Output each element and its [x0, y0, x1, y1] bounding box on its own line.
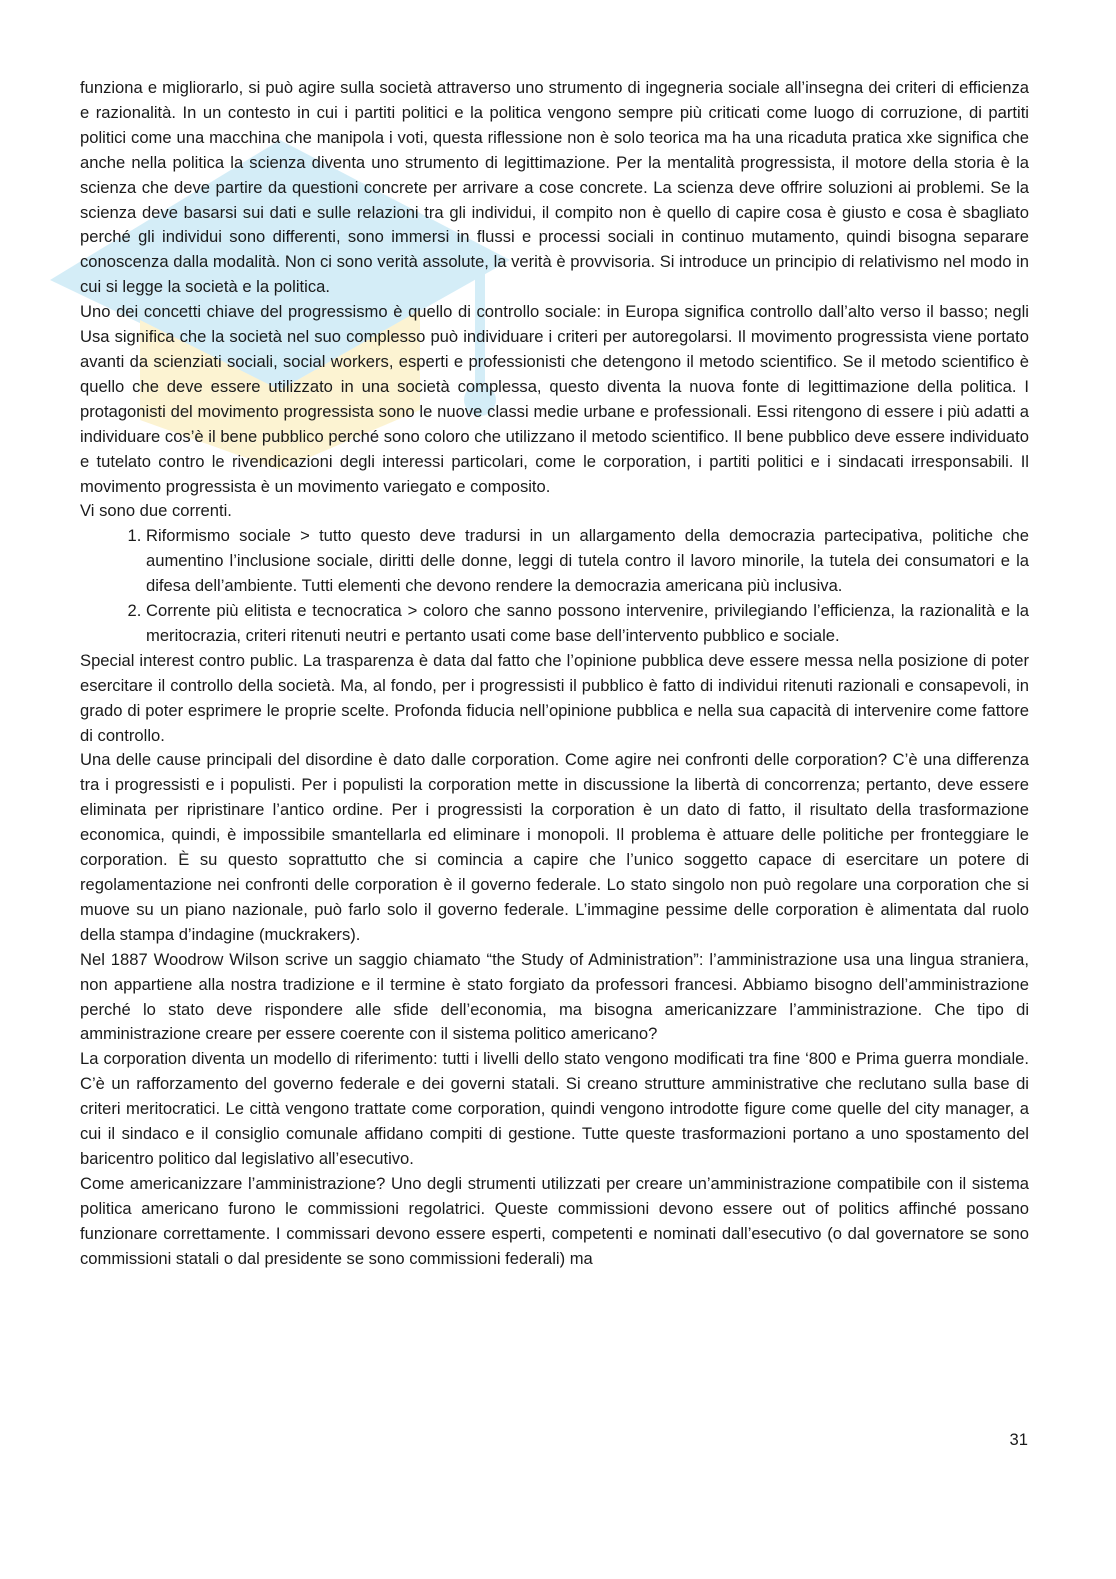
document-body: [80, 76, 1029, 1272]
paragraph: Una delle cause principali del disordine è dato dalle corporation. Come agire nei confronti delle corporation? C’è una differenza tra i progressisti e i populisti. Per i populisti la corporation mette in discussione la libertà di concorrenza; pertanto, deve essere eliminata per ripristinare l’antico ordine. Per i progressisti la corporation è un dato di fatto, il risultato della trasformazione economica, quindi, è impossibile smantellarla ed eliminare i monopoli. Il problema è attuare delle politiche per fronteggiare le corporation. È su questo soprattutto che si comincia a capire che l’unico soggetto capace di esercitare un potere di regolamentazione nei confronti delle corporation è il governo federale. Lo stato singolo non può regolare una corporation che si muove su un piano nazionale, può farlo solo il governo federale. L’immagine pessime delle corporation è alimentata dal ruolo della stampa d’indagine (muckrakers).: [80, 750, 1029, 944]
paragraph: Come americanizzare l’amministrazione? Uno degli strumenti utilizzati per creare un’amministrazione compatibile con il sistema politica americano furono le commissioni regolatrici. Queste commissioni devono essere out of politics affinché possano funzionare correttamente. I commissari devono essere esperti, competenti e nominati dall’esecutivo (o dal governatore se sono commissioni statali o dal presidente se sono commissioni federali) ma: [80, 1173, 1029, 1268]
paragraph: Special interest contro public. La trasparenza è data dal fatto che l’opinione pubblica deve essere messa nella posizione di poter esercitare il controllo della società. Ma, al fondo, per i progressisti il pubblico è fatto di individui ritenuti razionali e consapevoli, in grado di poter esprimere le proprie scelte. Profonda fiducia nell’opinione pubblica e nella sua capacità di intervenire come fattore di controllo.: [80, 650, 1029, 745]
paragraph: Nel 1887 Woodrow Wilson scrive un saggio chiamato “the Study of Administration”: l’amministrazione usa una lingua straniera, non appartiene alla nostra tradizione e il termine è stato forgiato da professori francesi. Abbiamo bisogno dell’amministrazione perché lo stato deve rispondere alle sfide dell’economia, ma bisogna americanizzare l’amministrazione. Che tipo di amministrazione creare per essere coerente con il sistema politico americano?: [80, 949, 1029, 1044]
list-item: 1. Riformismo sociale > tutto questo deve tradursi in un allargamento della democrazia partecipativa, politiche che aumentino l’inclusione sociale, diritti delle donne, leggi di tutela contro il lavoro minorile, la tutela dei consumatori e la difesa dell’ambiente. Tutti elementi che devono rendere la democrazia americana più inclusiva.: [146, 524, 1029, 599]
paragraph: Uno dei concetti chiave del progressismo è quello di controllo sociale: in Europa significa controllo dall’alto verso il basso; negli Usa significa che la società nel suo complesso può individuare i criteri per autoregolarsi. Il movimento progressista viene portato avanti da scienziati sociali, social workers, esperti e professionisti che detengono il metodo scientifico. Se il metodo scientifico è quello che deve essere utilizzato in una società complessa, questo diventa la nuova fonte di legittimazione della politica. I protagonisti del movimento progressista sono le nuove classi medie urbane e professionali. Essi ritengono di essere i più adatti a individuare cos’è il bene pubblico perché sono coloro che utilizzano il metodo scientifico. Il bene pubblico deve essere individuato e tutelato contro le rivendicazioni degli interessi particolari, come le corporation, i partiti politici e i sindacati irresponsabili. Il movimento progressista è un movimento variegato e composito.: [80, 302, 1029, 496]
page-number: 31: [1009, 1430, 1028, 1449]
paragraph: Vi sono due correnti.: [80, 501, 232, 521]
paragraph: La corporation diventa un modello di riferimento: tutti i livelli dello stato vengono modificati tra fine ‘800 e Prima guerra mondiale. C’è un rafforzamento del governo federale e dei governi statali. Si creano strutture amministrative che reclutano sulla base di criteri meritocratici. Le città vengono trattate come corporation, quindi vengono introdotte figure come quelle del city manager, a cui il sindaco e il consiglio comunale affidano compiti di gestione. Tutte queste trasformazioni portano a uno spostamento del baricentro politico dal legislativo all’esecutivo.: [80, 1049, 1029, 1168]
paragraph: funziona e migliorarlo, si può agire sulla società attraverso uno strumento di ingegneria sociale all’insegna dei criteri di efficienza e razionalità. In un contesto in cui i partiti politici e la politica vengono sempre più criticati come luogo di corruzione, di partiti politici come una macchina che manipola i voti, questa riflessione non è solo teorica ma ha una ricaduta pratica xke significa che anche nella politica la scienza diventa uno strumento di legittimazione. Per la mentalità progressista, il motore della storia è la scienza che deve partire da questioni concrete per arrivare a cose concrete. La scienza deve offrire soluzioni ai problemi. Se la scienza deve basarsi sui dati e sulle relazioni tra gli individui, il compito non è quello di capire cosa è giusto e cosa è sbagliato perché gli individui sono differenti, sono immersi in flussi e processi sociali in continuo mutamento, quindi bisogna separare conoscenza dalla modalità. Non ci sono verità assolute, la verità è provvisoria. Si introduce un principio di relativismo nel modo in cui si legge la società e la politica.: [80, 78, 1029, 297]
list-item: 2. Corrente più elitista e tecnocratica > coloro che sanno possono intervenire, privilegiando l’efficienza, la razionalità e la meritocrazia, criteri ritenuti neutri e pertanto usati come base dell’intervento pubblico e sociale.: [146, 599, 1029, 649]
numbered-list: [80, 524, 1029, 649]
